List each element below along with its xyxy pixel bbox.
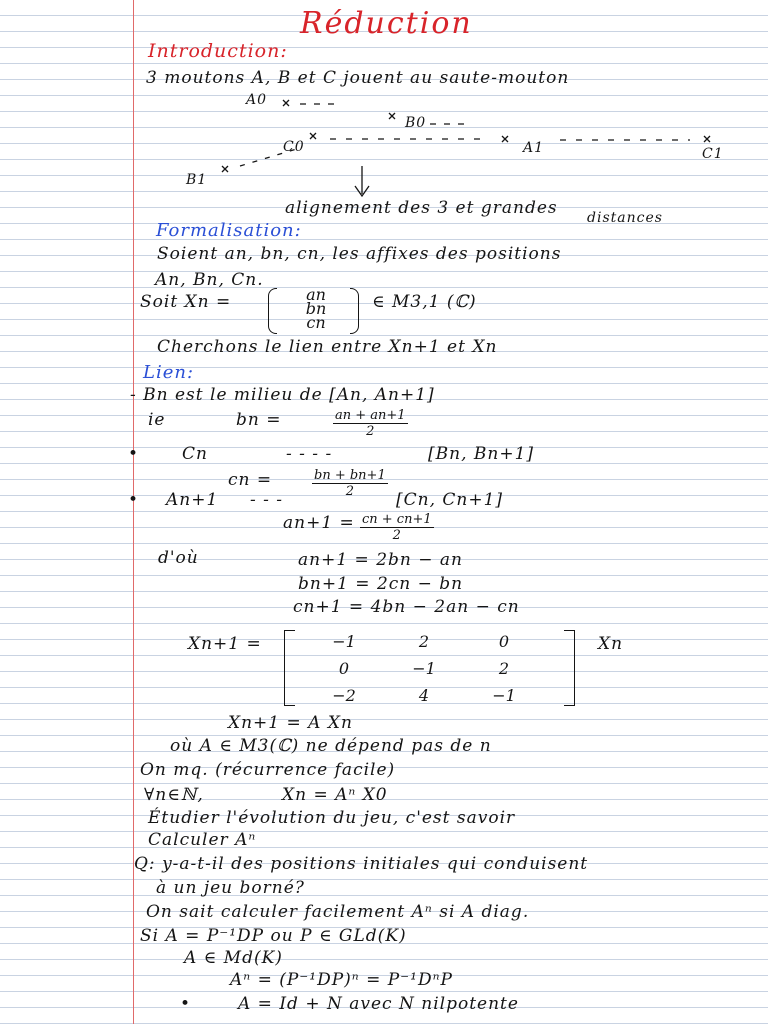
cross-a1: [502, 136, 508, 142]
a-line-dashes: - - -: [250, 490, 284, 510]
c-fraction-den: 2: [345, 484, 354, 499]
xn-vector: [296, 285, 336, 332]
ou-line: où A ∈ M3(ℂ) ne dépend pas de n: [170, 736, 492, 756]
vector-bracket-left: [268, 288, 277, 334]
c-line-dashes: - - - -: [286, 444, 333, 464]
b-fraction-num: an + an+1: [335, 408, 406, 423]
matrix-bracket-left: [284, 630, 295, 706]
on-mq-line: On mq. (récurrence facile): [140, 760, 396, 780]
c-fraction: [312, 468, 388, 499]
heading-lien: Lien:: [143, 362, 195, 383]
search-line: Cherchons le lien entre Xn+1 et Xn: [157, 337, 498, 357]
forall-label: ∀n∈ℕ,: [144, 785, 204, 805]
vector-entry: bn: [305, 299, 327, 318]
a-eq: an+1 =: [283, 513, 355, 533]
arrow-caption-2: distances: [587, 210, 663, 226]
bullet-last: •: [180, 994, 192, 1014]
matrix-cell: 2: [498, 659, 510, 678]
matrix-cell: 0: [498, 632, 510, 651]
a-fraction: [360, 512, 434, 543]
point-b0: B0: [405, 115, 427, 131]
formal-line-1: Soient an, bn, cn, les affixes des positions: [157, 244, 562, 264]
short-form: Xn+1 = A Xn: [228, 713, 353, 733]
dash-b1-c0: [240, 148, 300, 166]
intro-line: 3 moutons A, B et C jouent au saute-mouton: [146, 68, 570, 88]
matrix-cell: 0: [338, 659, 350, 678]
ae-line: A ∈ Md(K): [184, 948, 283, 968]
point-c1: C1: [702, 146, 724, 162]
power-formula: Xn = Aⁿ X0: [282, 785, 388, 805]
vector-entry: an: [306, 285, 326, 304]
point-a1: A1: [523, 140, 545, 156]
cross-c1: [704, 136, 710, 142]
point-b1: B1: [186, 172, 208, 188]
a-fraction-den: 2: [392, 528, 401, 543]
dou-label: d'où: [158, 548, 199, 568]
c-eq: cn =: [228, 470, 273, 490]
point-a0: A0: [246, 92, 268, 108]
xn-def-prefix: Soit Xn =: [140, 292, 232, 312]
matrix-cell: −1: [412, 659, 436, 678]
vector-entry: cn: [306, 313, 326, 332]
matrix-cell: 4: [418, 686, 430, 705]
cross-b1: [222, 166, 228, 172]
cross-a0: [283, 100, 289, 106]
vector-bracket-right: [350, 288, 359, 334]
an-formula: Aⁿ = (P⁻¹DP)ⁿ = P⁻¹DⁿP: [230, 970, 453, 990]
cross-c0: [310, 133, 316, 139]
heading-introduction: Introduction:: [148, 40, 288, 62]
a-line-right: [Cn, Cn+1]: [396, 490, 504, 510]
question-line: Q: y-a-t-il des positions initiales qui conduisent: [134, 854, 589, 874]
b-fraction: [333, 408, 408, 439]
page-title: Réduction: [300, 6, 473, 41]
heading-formalisation: Formalisation:: [156, 220, 302, 241]
xn-def-suffix: ∈ M3,1 (ℂ): [372, 292, 477, 312]
matrix-bracket-right: [564, 630, 575, 706]
a-line-left: An+1: [166, 490, 219, 510]
matrix-prefix: Xn+1 =: [188, 634, 262, 654]
b-eq: bn =: [236, 410, 282, 430]
point-c0: C0: [283, 139, 305, 155]
bullet-a: •: [128, 490, 140, 510]
matrix-cell: 2: [418, 632, 430, 651]
matrix-cell: −1: [332, 632, 356, 651]
b-fraction-den: 2: [366, 424, 375, 439]
formal-line-2: An, Bn, Cn.: [155, 270, 264, 290]
matrix-cell: −1: [492, 686, 516, 705]
cross-b0: [389, 113, 395, 119]
c-fraction-num: bn + bn+1: [314, 468, 386, 483]
question-line-2: à un jeu borné?: [156, 878, 305, 898]
si-line: Si A = P⁻¹DP ou P ∈ GLd(K): [140, 926, 407, 946]
b-ie: ie: [148, 410, 166, 430]
matrix-cell: −2: [332, 686, 356, 705]
matrix-suffix: Xn: [598, 634, 624, 654]
bullet-c: •: [128, 444, 140, 464]
c-line-left: Cn: [182, 444, 208, 464]
c-line-right: [Bn, Bn+1]: [428, 444, 535, 464]
recurrence-b: bn+1 = 2cn − bn: [298, 574, 464, 594]
arrow-caption: alignement des 3 et grandes: [285, 198, 558, 218]
recurrence-c: cn+1 = 4bn − 2an − cn: [293, 597, 520, 617]
etudier-line: Étudier l'évolution du jeu, c'est savoir: [148, 808, 516, 828]
recurrence-a: an+1 = 2bn − an: [298, 550, 463, 570]
calculer-line: Calculer Aⁿ: [148, 830, 257, 850]
a-fraction-num: cn + cn+1: [362, 512, 432, 527]
on-sait-line: On sait calculer facilement Aⁿ si A diag.: [146, 902, 530, 922]
last-line: A = Id + N avec N nilpotente: [238, 994, 519, 1014]
transition-matrix: [304, 632, 544, 705]
b-line: - Bn est le milieu de [An, An+1]: [130, 385, 435, 405]
